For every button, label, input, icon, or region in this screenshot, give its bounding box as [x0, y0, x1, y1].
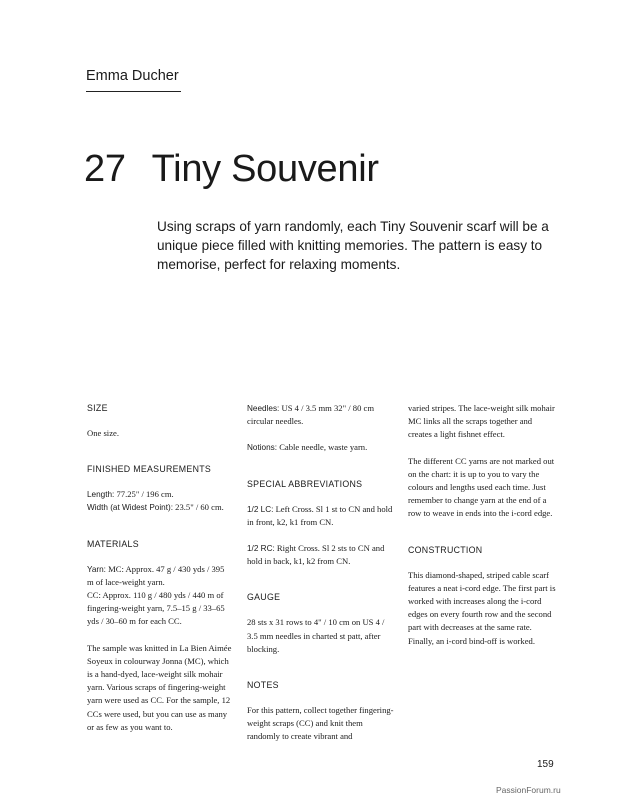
finished-measurements-heading: FINISHED MEASUREMENTS: [87, 464, 212, 475]
notes-paragraph-2: The different CC yarns are not marked out on the chart: it is up to you to vary the colours and lengths used each time. Just remember to change yarn at the end of a row to weave in ends into the i-cord edge.: [408, 455, 555, 519]
intro-paragraph: Using scraps of yarn randomly, each Tiny Souvenir scarf will be a unique piece filled with knitting memories. The pattern is easy to memorise, perfect for relaxing moments.: [157, 219, 549, 272]
sample-text: The sample was knitted in La Bien Aimée Soyeux in colourway Jonna (MC), which is a hand-dyed, lace-weight silk mohair yarn. Various scraps of fingering-weight yarn were used as CC. For the sample, 12 CCs were used, but you can use as many or as few as you want to.: [87, 642, 232, 732]
column-2: [247, 402, 394, 757]
rc-text: Right Cross. Sl 2 sts to CN and hold in back, k1, k2 from CN.: [247, 543, 385, 567]
special-abbreviations-heading: SPECIAL ABBREVIATIONS: [247, 478, 363, 489]
yarn-mc-line: [87, 563, 233, 589]
notes-heading: NOTES: [247, 680, 279, 691]
lc-label: 1/2 LC:: [247, 504, 274, 514]
materials-heading: MATERIALS: [87, 538, 139, 549]
pattern-title: [84, 148, 379, 191]
pattern-number: 27: [84, 148, 126, 190]
watermark: PassionForum.ru: [496, 785, 561, 795]
needles-text: US 4 / 3.5 mm 32" / 80 cm circular needles.: [247, 403, 375, 427]
size-text: One size.: [87, 428, 119, 438]
gauge-heading: GAUGE: [247, 592, 281, 603]
construction-heading: CONSTRUCTION: [408, 544, 483, 555]
page-number: 159: [537, 759, 554, 770]
notes-paragraph-1: For this pattern, collect together fingering-weight scraps (CC) and knit them randomly to create vibrant and: [247, 705, 394, 742]
width-value: 23.5" / 60 cm.: [175, 502, 224, 513]
yarn-cc: CC: Approx. 110 g / 480 yds / 440 m of fingering-weight yarn, 7.5–15 g / 33–65 yds / 30–60 m for each CC.: [87, 590, 225, 627]
pattern-name: Tiny Souvenir: [151, 148, 379, 190]
needles-label: Needles:: [247, 404, 280, 413]
notions-line: [247, 441, 394, 454]
lc-line: [247, 503, 394, 529]
rc-line: [247, 542, 394, 568]
notes-paragraph-1-continued: varied stripes. The lace-weight silk mohair MC links all the scraps together and creates a light fishnet effect.: [408, 403, 555, 440]
width-line: [87, 501, 233, 514]
column-1: [87, 402, 233, 747]
notions-label: Notions:: [247, 443, 278, 453]
gauge-text: 28 sts x 31 rows to 4" / 10 cm on US 4 / 3.5 mm needles in charted st patt, after blocking.: [247, 617, 385, 654]
column-3: [408, 402, 556, 661]
yarn-label: Yarn:: [87, 564, 106, 574]
lc-text: Left Cross. Sl 1 st to CN and hold in front, k2, k1 from CN.: [247, 503, 393, 527]
rc-label: 1/2 RC:: [247, 544, 275, 554]
yarn-mc: MC: Approx. 47 g / 430 yds / 395 m of lace-weight yarn.: [87, 563, 225, 587]
needles-line: [247, 402, 394, 428]
width-label: Width (at Widest Point):: [87, 503, 173, 513]
notions-text: Cable needle, waste yarn.: [279, 442, 368, 453]
length-value: 77.25" / 196 cm.: [116, 489, 174, 500]
length-label: Length:: [87, 490, 115, 500]
size-heading: SIZE: [87, 403, 108, 413]
length-line: [87, 488, 233, 501]
construction-text: This diamond-shaped, striped cable scarf features a neat i-cord edge. The first part is worked with increases along the i-cord edges on every fourth row and the second part with decreases at the same rate. Finally, an i-cord bind-off is worked.: [408, 569, 556, 646]
author-name: Emma Ducher: [86, 68, 181, 92]
